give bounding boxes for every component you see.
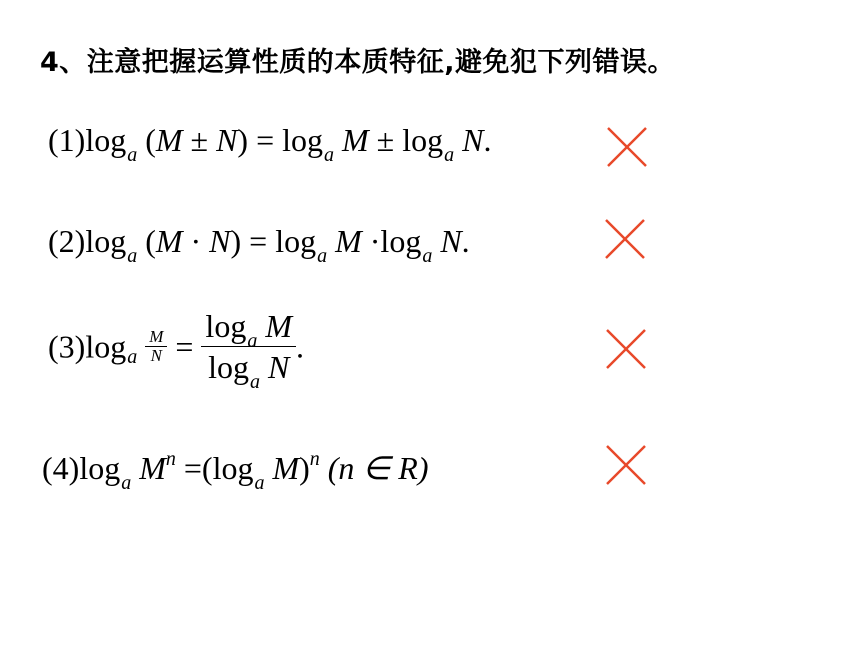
cross-icon (604, 124, 650, 170)
fraction-small: $\frac{M}{N}$ (145, 328, 167, 365)
formula-1: $(1)\log_a$ $(M \pm N) = \log_a M \pm \log_a N$. (48, 122, 492, 166)
formula-3: $(3)\log_a$ $\frac{M}{N}$ = $\frac{\log_a M}{\log_a N}$ . (48, 308, 304, 393)
cross-icon (603, 326, 649, 372)
cross-icon (603, 442, 649, 488)
title: 4、注意把握运算性质的本质特征,避免犯下列错误。 (40, 47, 676, 78)
formula-2: $(2)\log_a$ $(M \cdot N) = \log_a M \cdot\log_a$ N. (48, 223, 470, 267)
cross-icon (602, 216, 648, 262)
formula-4: $(4)\log_a$ $M^n =(\log_a$ M)$^n$ (n ∈ R) (42, 448, 429, 494)
fraction-large: $\frac{\log_a M}{\log_a N}$ (201, 306, 296, 387)
